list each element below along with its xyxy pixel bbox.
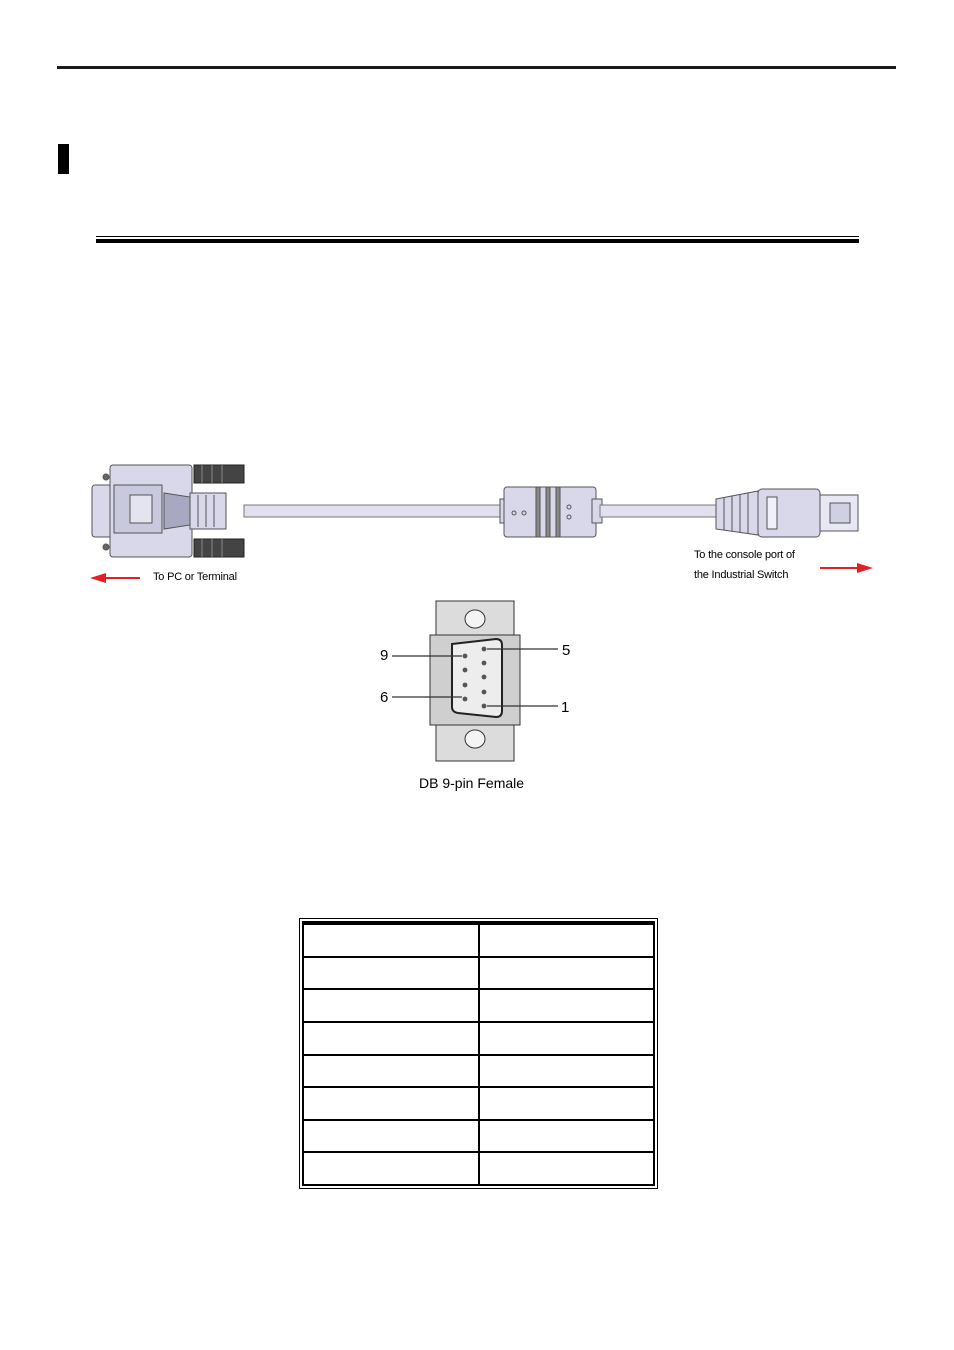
db9-caption: DB 9-pin Female — [419, 775, 525, 791]
table-cell — [479, 924, 655, 957]
table-cell — [479, 1022, 655, 1055]
arrow-right-icon — [820, 563, 873, 573]
table-cell — [479, 1120, 655, 1153]
table-cell — [479, 1152, 655, 1185]
db9-female-pinout-diagram — [372, 597, 582, 765]
rj45-connector-icon — [716, 489, 858, 537]
table-cell — [303, 1120, 479, 1153]
pin-assignment-table — [299, 918, 658, 1189]
arrow-left-icon — [90, 573, 140, 583]
pin-label-1: 1 — [561, 699, 570, 716]
cable-segment — [600, 505, 718, 517]
table-row — [303, 1120, 654, 1153]
section-divider-thick — [96, 239, 859, 243]
table-cell — [303, 1055, 479, 1088]
label-to-pc: To PC or Terminal — [153, 571, 237, 583]
table-cell — [479, 1087, 655, 1120]
label-to-switch-line1: To the console port of — [694, 549, 795, 561]
db9-connector-icon — [92, 465, 244, 557]
table-row — [303, 1087, 654, 1120]
pin-table-grid — [302, 921, 655, 1186]
table-row — [303, 1152, 654, 1185]
top-rule — [57, 66, 896, 69]
ferrite-core-icon — [500, 487, 602, 537]
pin-label-5: 5 — [562, 642, 571, 659]
table-row — [303, 1022, 654, 1055]
pin-label-9: 9 — [380, 647, 389, 664]
table-cell — [479, 957, 655, 990]
table-row — [303, 1055, 654, 1088]
table-cell — [303, 1152, 479, 1185]
section-divider-thin — [96, 236, 859, 237]
table-cell — [303, 1022, 479, 1055]
table-cell — [303, 924, 479, 957]
label-to-switch-line2: the Industrial Switch — [694, 569, 789, 581]
table-row — [303, 924, 654, 957]
table-cell — [479, 989, 655, 1022]
table-cell — [303, 1087, 479, 1120]
table-cell — [303, 989, 479, 1022]
table-cell — [479, 1055, 655, 1088]
cable-segment — [244, 505, 504, 517]
pin-label-6: 6 — [380, 689, 389, 706]
table-row — [303, 957, 654, 990]
table-row — [303, 989, 654, 1022]
table-cell — [303, 957, 479, 990]
section-marker — [58, 144, 69, 174]
